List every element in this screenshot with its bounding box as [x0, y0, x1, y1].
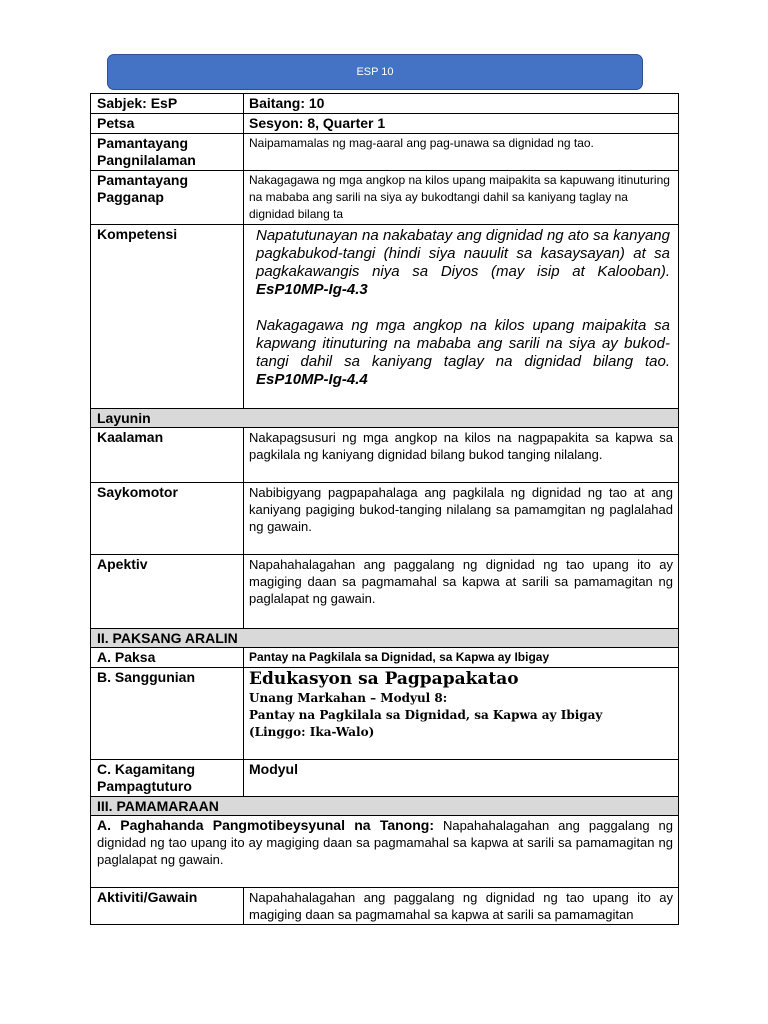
row-paghahanda: [91, 816, 679, 888]
kompetensi-1-text: Napatutunayan na nakabatay ang dignidad ng ato sa kanyang pagkabukod-tangi (hindi siya nauulit sa kasaysayan) at sa pagkakawangis niya sa Diyos (may isip at Kalooban).: [256, 227, 670, 280]
row-sabjek: [91, 94, 679, 114]
paksa-label: A. Paksa: [91, 648, 244, 668]
kaalaman-label: Kaalaman: [91, 428, 244, 483]
layunin-header: Layunin: [91, 409, 679, 428]
row-saykomotor: [91, 483, 679, 555]
row-paksa: [91, 648, 679, 668]
baitang-cell: Baitang: 10: [244, 94, 679, 114]
row-pamamaraan: [91, 797, 679, 816]
kagamitang-value: Modyul: [244, 760, 679, 797]
sabjek-cell: Sabjek: EsP: [91, 94, 244, 114]
kagamitang-label: C. Kagamitang Pampagtuturo: [91, 760, 244, 797]
row-kaalaman: [91, 428, 679, 483]
row-kagamitang: [91, 760, 679, 797]
kompetensi-1: [256, 227, 670, 299]
header-title: ESP 10: [356, 66, 394, 78]
kompetensi-label: Kompetensi: [91, 225, 244, 409]
paghahanda-label: A. Paghahanda Pangmotibeysyunal na Tanong:: [97, 817, 434, 833]
sanggunian-title: Edukasyon sa Pagpapakatao: [249, 669, 519, 689]
header-banner: [107, 54, 643, 90]
aktiviti-value: Napahahalagahan ang paggalang ng dignidad ng tao upang ito ay magiging daan sa pagmamahal sa kapwa at sarili sa pamamagitan: [244, 888, 679, 925]
kompetensi-1-code: EsP10MP-Ig-4.3: [256, 281, 368, 298]
pamantayang-pangnilalaman-label: Pamantayang Pangnilalaman: [91, 134, 244, 171]
sanggunian-label: B. Sanggunian: [91, 668, 244, 760]
apektiv-value: Napahahalagahan ang paggalang ng dignidad ng tao upang ito ay magiging daan sa pagmamahal sa kapwa at sarili sa pamamagitan ng paglalapat ng gawain.: [244, 555, 679, 629]
row-pamantayang-pangnilalaman: [91, 134, 679, 171]
saykomotor-label: Saykomotor: [91, 483, 244, 555]
petsa-label: Petsa: [91, 114, 244, 134]
sanggunian-line1: Unang Markahan – Modyul 8:: [249, 691, 448, 705]
lesson-plan-table: [90, 93, 679, 925]
kompetensi-2-code: EsP10MP-Ig-4.4: [256, 371, 368, 388]
pamantayang-pagganap-label: Pamantayang Pagganap: [91, 171, 244, 225]
paghahanda-cell: [91, 816, 679, 888]
saykomotor-value: Nabibigyang pagpapahalaga ang pagkilala ng dignidad ng tao at ang kaniyang pagiging bukod-tanging nilalang sa pamamgitan ng paglalahad ng gawain.: [244, 483, 679, 555]
aktiviti-label: Aktiviti/Gawain: [91, 888, 244, 925]
row-apektiv: [91, 555, 679, 629]
row-kompetensi: [91, 225, 679, 409]
sanggunian-line3: (Linggo: Ika-Walo): [249, 725, 375, 739]
row-petsa: [91, 114, 679, 134]
paksang-aralin-header: II. PAKSANG ARALIN: [91, 629, 679, 648]
row-paksang-aralin: [91, 629, 679, 648]
sanggunian-line2: Pantay na Pagkilala sa Dignidad, sa Kapwa ay Ibigay: [249, 708, 603, 722]
row-pamantayang-pagganap: [91, 171, 679, 225]
pamamaraan-header: III. PAMAMARAAN: [91, 797, 679, 816]
kompetensi-2: [256, 317, 670, 389]
kaalaman-value: Nakapagsusuri ng mga angkop na kilos na nagpapakita sa kapwa sa pagkilala ng kaniyang dignidad bilang bukod tanging nilalang.: [244, 428, 679, 483]
kompetensi-2-text: Nakagagawa ng mga angkop na kilos upang maipakita sa kapwang itinuturing na mababa ang sarili na siya ay bukod-tangi dahil sa kaniyang taglay na dignidad bilang tao.: [256, 317, 670, 370]
paksa-value: Pantay na Pagkilala sa Dignidad, sa Kapwa ay Ibigay: [244, 648, 679, 668]
row-layunin: [91, 409, 679, 428]
pamantayang-pangnilalaman-value: Naipamamalas ng mag-aaral ang pag-unawa sa dignidad ng tao.: [244, 134, 679, 171]
petsa-value: Sesyon: 8, Quarter 1: [244, 114, 679, 134]
row-aktiviti: [91, 888, 679, 925]
pamantayang-pagganap-value: Nakagagawa ng mga angkop na kilos upang maipakita sa kapuwang itinuturing na mababa ang sarili na siya ay bukodtangi dahil sa kaniyang taglay na dignidad bilang ta: [244, 171, 679, 225]
paghahanda-value: Napahahalagahan ang paggalang ng dignidad ng tao upang ito ay magiging daan sa pagmamahal sa kapwa at sarili sa pamamagitan ng paglalapat ng gawain.: [97, 818, 673, 867]
apektiv-label: Apektiv: [91, 555, 244, 629]
sanggunian-value: [244, 668, 679, 760]
row-sanggunian: [91, 668, 679, 760]
kompetensi-value: [244, 225, 679, 409]
